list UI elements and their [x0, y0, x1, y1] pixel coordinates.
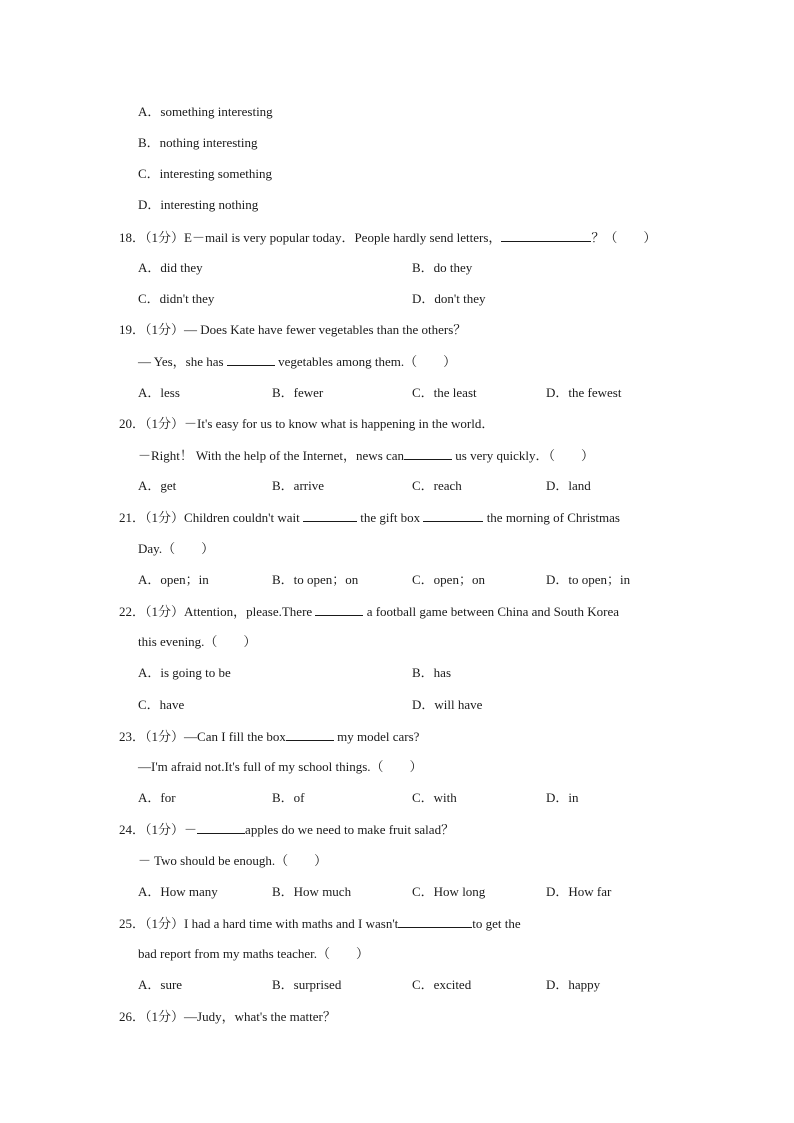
q22-option-a[interactable]: A．is going to be: [138, 665, 231, 680]
question-number: 20．: [119, 416, 146, 431]
q22-option-b[interactable]: B．has: [412, 665, 452, 680]
q21-option-c[interactable]: C．open；on: [412, 572, 485, 587]
q26-stem: 26．（1分）—Judy，what's the matter？: [119, 1009, 336, 1024]
q25-stem: 25．（1分）I had a hard time with maths and I wasn't to get the: [119, 916, 521, 931]
q19-option-b[interactable]: B．fewer: [272, 385, 324, 400]
question-score: （1分）: [145, 230, 185, 245]
q21-line2: Day.（ ）: [138, 541, 215, 556]
q19-option-a[interactable]: A．less: [138, 385, 180, 400]
answer-blank[interactable]: [423, 509, 483, 522]
q19-option-d[interactable]: D．the fewest: [546, 385, 622, 400]
question-number: 22．: [119, 604, 146, 619]
answer-blank[interactable]: [404, 447, 452, 460]
q24-option-d[interactable]: D．How far: [546, 884, 612, 899]
question-score: （1分）: [145, 416, 185, 431]
q23-stem: 23．（1分）—Can I fill the box my model cars?: [119, 729, 420, 744]
q25-option-a[interactable]: A．sure: [138, 977, 183, 992]
answer-blank[interactable]: [303, 509, 357, 522]
q22-line2: this evening.（ ）: [138, 634, 257, 649]
q18-option-c[interactable]: C．didn't they: [138, 291, 215, 306]
question-score: （1分）: [145, 510, 185, 525]
q19-line2: — Yes，she has vegetables among them.（ ）: [138, 354, 457, 369]
q19-option-c[interactable]: C．the least: [412, 385, 477, 400]
q20-line2: －Right！ With the help of the Internet，news can us very quickly．（ ）: [138, 448, 594, 463]
q20-option-b[interactable]: B．arrive: [272, 478, 324, 493]
q25-line2: bad report from my maths teacher.（ ）: [138, 946, 370, 961]
q24-stem: 24．（1分）－ apples do we need to make fruit salad？: [119, 822, 455, 837]
answer-blank[interactable]: [501, 229, 591, 242]
q18-stem: 18．（1分）E－mail is very popular today．People hardly send letters， ？（ ）: [119, 230, 657, 245]
q22-option-d[interactable]: D．will have: [412, 697, 483, 712]
question-number: 25．: [119, 916, 146, 931]
q17-option-c: C．interesting something: [138, 166, 272, 181]
q17-option-a: A．something interesting: [138, 104, 273, 119]
answer-blank[interactable]: [286, 728, 334, 741]
question-score: （1分）: [145, 822, 185, 837]
question-number: 18．: [119, 230, 146, 245]
q24-line2: － Two should be enough.（ ）: [138, 853, 328, 868]
question-score: （1分）: [145, 729, 185, 744]
q21-option-d[interactable]: D．to open；in: [546, 572, 631, 587]
question-number: 19．: [119, 322, 146, 337]
q18-option-d[interactable]: D．don't they: [412, 291, 486, 306]
q19-stem: 19．（1分）— Does Kate have fewer vegetables than the others？: [119, 322, 467, 337]
q20-stem: 20．（1分）－It's easy for us to know what is happening in the world．: [119, 416, 495, 431]
q17-option-b: B．nothing interesting: [138, 135, 258, 150]
q23-option-c[interactable]: C．with: [412, 790, 457, 805]
q25-option-b[interactable]: B．surprised: [272, 977, 342, 992]
answer-blank[interactable]: [197, 821, 245, 834]
q23-line2: —I'm afraid not.It's full of my school things.（ ）: [138, 759, 423, 774]
question-score: （1分）: [145, 604, 185, 619]
answer-blank[interactable]: [315, 603, 363, 616]
q20-option-d[interactable]: D．land: [546, 478, 591, 493]
q23-option-b[interactable]: B．of: [272, 790, 305, 805]
q17-option-d: D．interesting nothing: [138, 197, 259, 212]
q24-option-c[interactable]: C．How long: [412, 884, 486, 899]
q24-option-b[interactable]: B．How much: [272, 884, 352, 899]
q20-option-a[interactable]: A．get: [138, 478, 177, 493]
question-score: （1分）: [145, 1009, 185, 1024]
q21-stem: 21．（1分）Children couldn't wait the gift box the morning of Christmas: [119, 510, 620, 525]
question-number: 21．: [119, 510, 146, 525]
question-score: （1分）: [145, 916, 185, 931]
q18-option-b[interactable]: B．do they: [412, 260, 473, 275]
q20-option-c[interactable]: C．reach: [412, 478, 462, 493]
q25-option-d[interactable]: D．happy: [546, 977, 601, 992]
q23-option-d[interactable]: D．in: [546, 790, 579, 805]
q21-option-a[interactable]: A．open；in: [138, 572, 209, 587]
question-number: 26．: [119, 1009, 146, 1024]
answer-blank[interactable]: [227, 353, 275, 366]
q23-option-a[interactable]: A．for: [138, 790, 176, 805]
q24-option-a[interactable]: A．How many: [138, 884, 218, 899]
q25-option-c[interactable]: C．excited: [412, 977, 472, 992]
question-number: 24．: [119, 822, 146, 837]
q18-option-a[interactable]: A．did they: [138, 260, 203, 275]
question-number: 23．: [119, 729, 146, 744]
question-score: （1分）: [145, 322, 185, 337]
answer-blank[interactable]: [398, 915, 472, 928]
q22-stem: 22．（1分）Attention，please.There a football game between China and South Korea: [119, 604, 620, 619]
q22-option-c[interactable]: C．have: [138, 697, 185, 712]
q21-option-b[interactable]: B．to open；on: [272, 572, 359, 587]
